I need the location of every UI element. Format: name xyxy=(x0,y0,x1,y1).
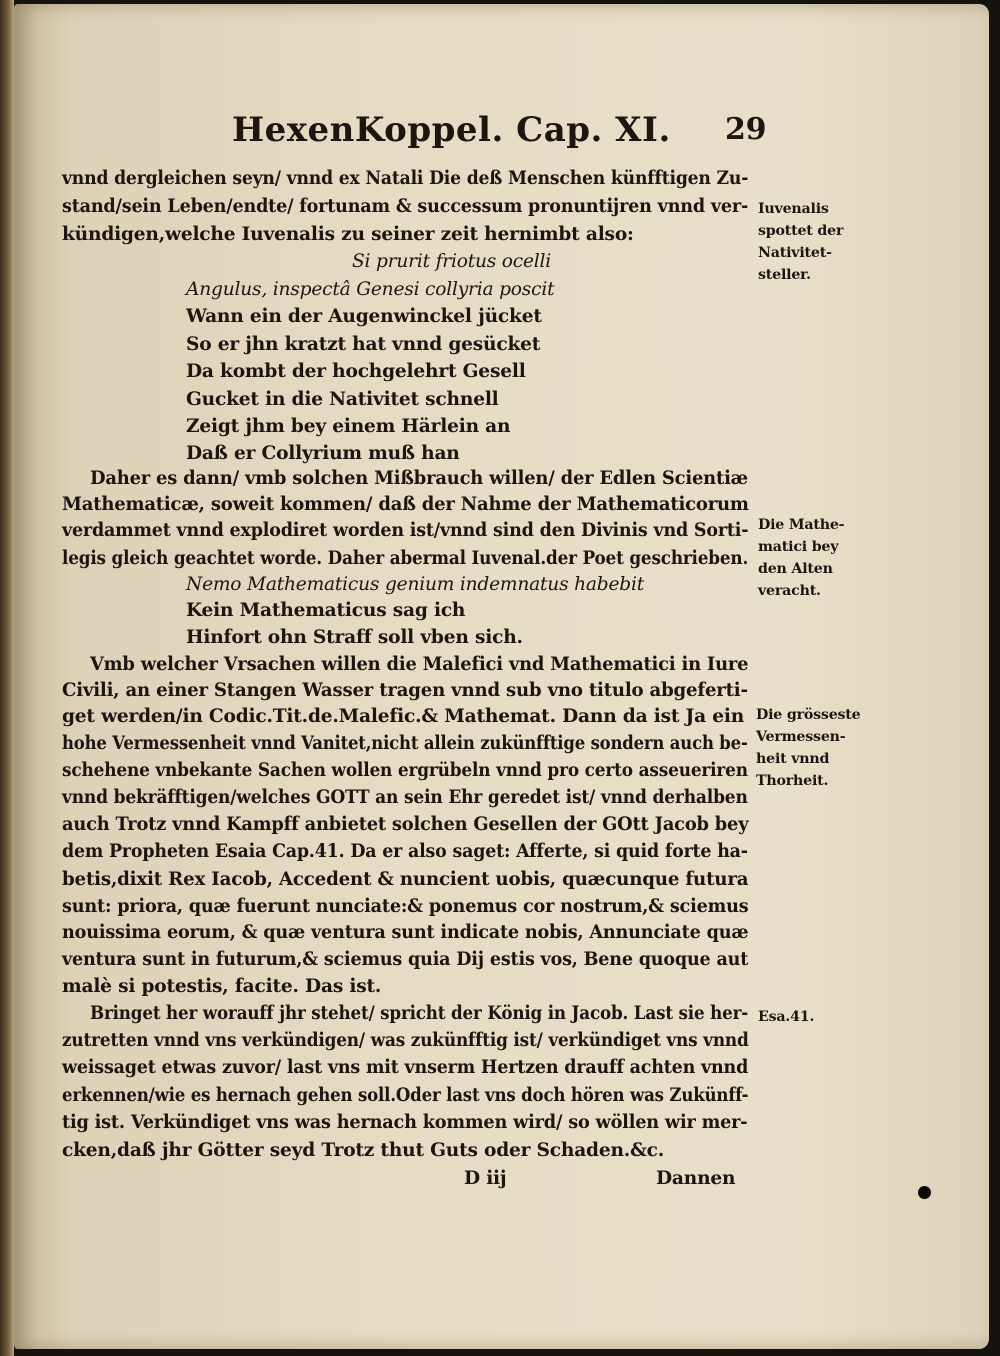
margin-note-line: Thorheit. xyxy=(756,773,829,789)
verse-line: Nemo Mathematicus genium indemnatus habebit xyxy=(186,574,645,595)
verse-line: Kein Mathematicus sag ich xyxy=(186,600,466,621)
verse-line: Gucket in die Nativitet schnell xyxy=(186,389,499,410)
margin-note-line: Esa.41. xyxy=(758,1009,815,1025)
margin-note-mathematici xyxy=(758,514,844,602)
margin-note-line: Nativitet- xyxy=(758,245,832,261)
body-line: Daher es dann/ vmb solchen Mißbrauch willen/ der Edlen Scientiæ xyxy=(90,468,748,489)
body-line: Bringet her worauff jhr stehet/ spricht der König in Jacob. Last sie her- xyxy=(90,1003,749,1024)
verse-line: Da kombt der hochgelehrt Gesell xyxy=(186,361,526,382)
body-line: ventura sunt in futurum,& sciemus quia Dij estis vos, Bene quoque aut xyxy=(62,949,749,970)
verse-line: Zeigt jhm bey einem Härlein an xyxy=(186,416,511,437)
verse-line: Wann ein der Augenwinckel jücket xyxy=(186,306,542,327)
body-line: dem Propheten Esaia Cap.41. Da er also saget: Afferte, si quid forte ha- xyxy=(62,841,748,862)
margin-note-vermessenheit xyxy=(756,704,861,792)
body-line: sunt: priora, quæ fuerunt nunciate:& ponemus cor nostrum,& sciemus xyxy=(62,896,749,917)
margin-note-line: matici bey xyxy=(758,539,839,555)
margin-note-line: den Alten xyxy=(758,561,833,577)
body-line: kündigen,welche Iuvenalis zu seiner zeit hernimbt also: xyxy=(62,224,634,245)
running-header: HexenKoppel. Cap. XI. xyxy=(232,110,671,150)
verse-line: Daß er Collyrium muß han xyxy=(186,443,460,464)
body-line: nouissima eorum, & quæ ventura sunt indicate nobis, Annunciate quæ xyxy=(62,922,749,943)
verse-line: Angulus, inspectâ Genesi collyria poscit xyxy=(186,279,555,300)
body-line: hohe Vermessenheit vnnd Vanitet,nicht allein zukünfftige sondern auch be- xyxy=(62,733,748,754)
body-line: betis,dixit Rex Iacob, Accedent & nuncient uobis, quæcunque futura xyxy=(62,869,749,890)
margin-note-line: Vermessen- xyxy=(756,729,846,745)
verse-line: So er jhn kratzt hat vnnd gesücket xyxy=(186,334,541,355)
margin-note-line: veracht. xyxy=(758,583,821,599)
body-line: weissaget etwas zuvor/ last vns mit vnserm Hertzen drauff achten vnnd xyxy=(62,1057,749,1078)
margin-note-iuvenalis xyxy=(758,198,843,286)
verse-line: Si prurit friotus ocelli xyxy=(352,251,552,272)
verse-line: Hinfort ohn Straff soll vben sich. xyxy=(186,627,523,648)
page-number: 29 xyxy=(725,112,767,147)
body-line: cken,daß jhr Götter seyd Trotz thut Guts oder Schaden.&c. xyxy=(62,1140,665,1161)
book-gutter xyxy=(0,0,14,1356)
body-line: Mathematicæ, soweit kommen/ daß der Nahme der Mathematicorum xyxy=(62,494,749,515)
body-line: Vmb welcher Vrsachen willen die Malefici vnd Mathematici in Iure xyxy=(90,654,749,675)
margin-note-line: Iuvenalis xyxy=(758,201,829,217)
body-line: get werden/in Codic.Tit.de.Malefic.& Mathemat. Dann da ist Ja ein xyxy=(62,706,745,727)
body-line: legis gleich geachtet worde. Daher abermal Iuvenal.der Poet geschrieben. xyxy=(62,548,749,569)
margin-note-line: steller. xyxy=(758,267,811,283)
margin-note-line: Die Mathe- xyxy=(758,517,845,533)
margin-note-esaia xyxy=(758,1006,814,1028)
catchword: Dannen xyxy=(656,1168,736,1189)
margin-note-line: spottet der xyxy=(758,223,844,239)
margin-note-line: heit vnnd xyxy=(756,751,830,767)
body-line: erkennen/wie es hernach gehen soll.Oder last vns doch hören was Zukünff- xyxy=(62,1085,749,1106)
body-line: zutretten vnnd vns verkündigen/ was zukünfftig ist/ verkündiget vns vnnd xyxy=(62,1030,749,1051)
body-line: stand/sein Leben/endte/ fortunam & successum pronuntijren vnnd ver- xyxy=(62,196,749,217)
body-line: malè si potestis, facite. Das ist. xyxy=(62,976,382,997)
body-line: Civili, an einer Stangen Wasser tragen vnnd sub vno titulo abgeferti- xyxy=(62,680,748,701)
ink-spot xyxy=(918,1186,931,1199)
body-line: vnnd bekräfftigen/welches GOTT an sein Ehr geredet ist/ vnnd derhalben xyxy=(62,787,748,808)
body-line: vnnd dergleichen seyn/ vnnd ex Natali Die deß Menschen künfftigen Zu- xyxy=(62,168,749,189)
body-line: schehene vnbekante Sachen wollen ergrübeln vnnd pro certo asseueriren xyxy=(62,760,748,781)
body-line: verdammet vnnd explodiret worden ist/vnnd sind den Divinis vnd Sorti- xyxy=(62,520,749,541)
signature-mark: D iij xyxy=(464,1168,507,1189)
body-line: tig ist. Verkündiget vns was hernach kommen wird/ so wöllen wir mer- xyxy=(62,1112,748,1133)
margin-note-line: Die grösseste xyxy=(756,707,861,723)
body-line: auch Trotz vnnd Kampff anbietet solchen Gesellen der GOtt Jacob bey xyxy=(62,814,749,835)
